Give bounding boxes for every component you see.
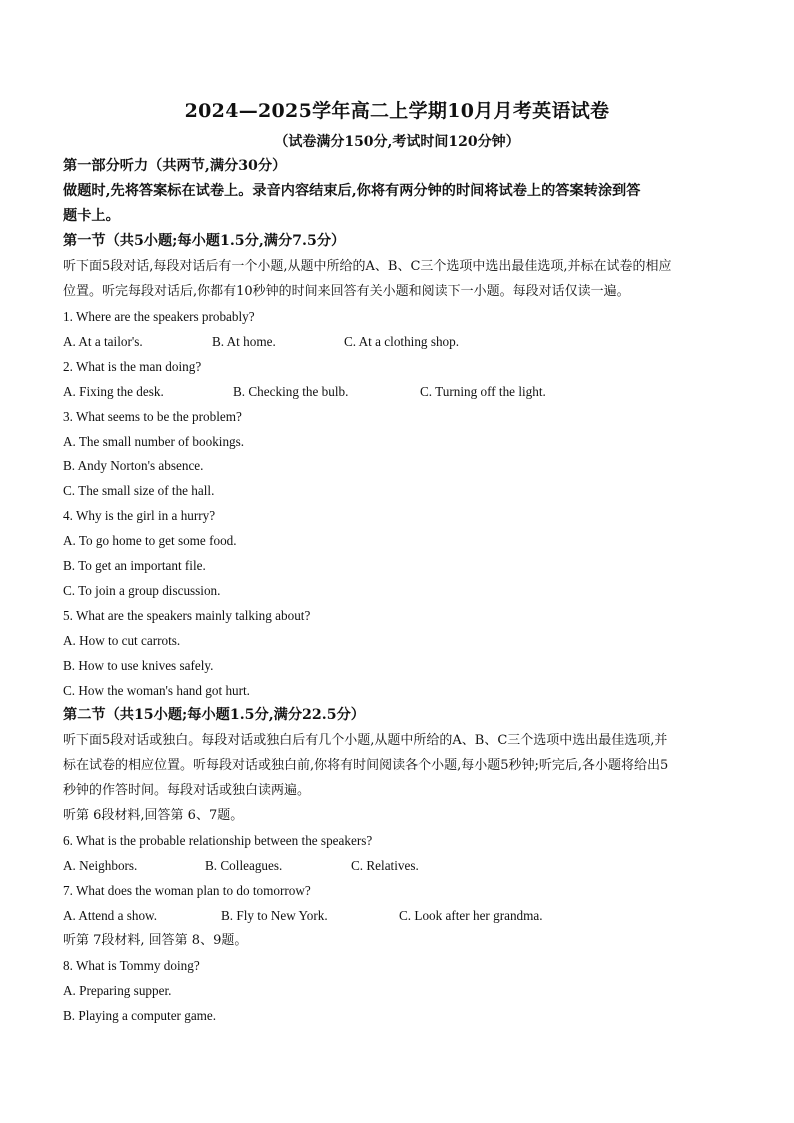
exam-title: 2024—2025学年高二上学期10月月考英语试卷	[184, 100, 610, 122]
question-2-option-b: B. Checking the bulb.	[233, 384, 349, 399]
question-3-option-c: C. The small size of the hall.	[63, 483, 215, 498]
question-8-stem: 8. What is Tommy doing?	[63, 958, 200, 973]
material-7-intro: 听第 7段材料, 回答第 8、9题。	[63, 933, 248, 948]
question-6-option-c: C. Relatives.	[351, 858, 419, 873]
question-3-option-b: B. Andy Norton's absence.	[63, 458, 204, 473]
section2-instruction-line3: 秒钟的作答时间。每段对话或独白读两遍。	[63, 783, 311, 798]
question-7-option-b: B. Fly to New York.	[221, 908, 328, 923]
question-7-option-a: A. Attend a show.	[63, 908, 158, 923]
question-1-stem: 1. Where are the speakers probably?	[63, 309, 255, 324]
material-6-intro: 听第 6段材料,回答第 6、7题。	[63, 808, 244, 823]
question-2-stem: 2. What is the man doing?	[63, 359, 202, 374]
section2-instruction-line1: 听下面5段对话或独白。每段对话或独白后有几个小题,从题中所给的A、B、C三个选项中选出最佳选项,并	[63, 733, 668, 748]
section1-instruction-line1: 听下面5段对话,每段对话后有一个小题,从题中所给的A、B、C三个选项中选出最佳选项,并标在试卷的相应	[63, 259, 672, 274]
question-4-option-a: A. To go home to get some food.	[63, 533, 237, 548]
question-3-stem: 3. What seems to be the problem?	[63, 409, 242, 424]
part1-instruction-line1: 做题时,先将答案标在试卷上。录音内容结束后,你将有两分钟的时间将试卷上的答案转涂到答	[63, 183, 641, 199]
part1-instruction-line2: 题卡上。	[63, 208, 120, 224]
question-4-stem: 4. Why is the girl in a hurry?	[63, 508, 216, 523]
exam-subtitle: （试卷满分150分,考试时间120分钟）	[274, 134, 520, 150]
question-1-option-b: B. At home.	[212, 334, 276, 349]
question-3-option-a: A. The small number of bookings.	[63, 434, 245, 449]
question-1-option-c: C. At a clothing shop.	[344, 334, 460, 349]
question-5-option-b: B. How to use knives safely.	[63, 658, 214, 673]
section2-instruction-line2: 标在试卷的相应位置。听每段对话或独白前,你将有时间阅读各个小题,每小题5秒钟;听完后,各小题将给出5	[63, 758, 669, 773]
question-6-option-b: B. Colleagues.	[205, 858, 283, 873]
section1-heading: 第一节（共5小题;每小题1.5分,满分7.5分）	[63, 233, 346, 249]
question-4-option-b: B. To get an important file.	[63, 558, 206, 573]
question-2-option-a: A. Fixing the desk.	[63, 384, 164, 399]
question-2-option-c: C. Turning off the light.	[420, 384, 546, 399]
question-1-option-a: A. At a tailor's.	[63, 334, 143, 349]
question-7-stem: 7. What does the woman plan to do tomorrow?	[63, 883, 311, 898]
part1-heading: 第一部分听力（共两节,满分30分）	[63, 158, 287, 174]
section1-instruction-line2: 位置。听完每段对话后,你都有10秒钟的时间来回答有关小题和阅读下一小题。每段对话仅读一遍。	[63, 284, 630, 299]
question-5-option-a: A. How to cut carrots.	[63, 633, 181, 648]
question-5-option-c: C. How the woman's hand got hurt.	[63, 683, 250, 698]
question-8-option-b: B. Playing a computer game.	[63, 1008, 217, 1023]
question-4-option-c: C. To join a group discussion.	[63, 583, 221, 598]
question-6-option-a: A. Neighbors.	[63, 858, 138, 873]
section2-heading: 第二节（共15小题;每小题1.5分,满分22.5分）	[63, 707, 365, 723]
question-8-option-a: A. Preparing supper.	[63, 983, 172, 998]
question-5-stem: 5. What are the speakers mainly talking about?	[63, 608, 311, 623]
question-7-option-c: C. Look after her grandma.	[399, 908, 543, 923]
question-6-stem: 6. What is the probable relationship between the speakers?	[63, 833, 373, 848]
